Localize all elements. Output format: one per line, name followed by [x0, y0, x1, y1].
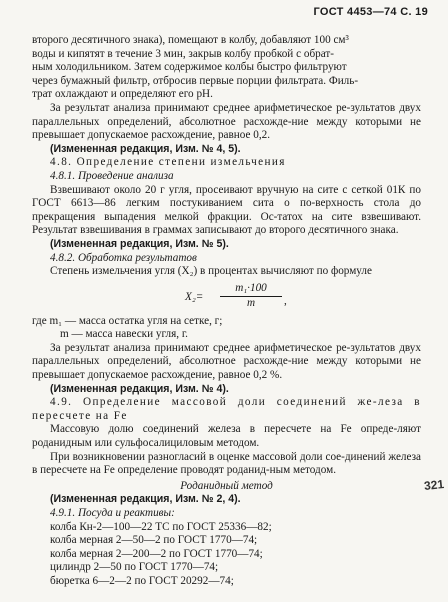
formula-intro: Степень измельчения угля (X₂) в процентах вычисляют по формуле — [50, 265, 372, 278]
edition-note: (Измененная редакция, Изм. № 4, 5). — [50, 142, 241, 155]
formula-comma: , — [284, 294, 287, 307]
formula — [32, 281, 421, 315]
paragraph-line: трат охлаждают и определяют его pH. — [32, 88, 213, 101]
subsection-heading-4-8-1: 4.8.1. Проведение анализа — [50, 169, 174, 182]
method-title: Роданидный метод — [180, 479, 273, 492]
method-paragraph: Массовую долю соединений железа в пересчете на Fe опреде-ляют роданидным или сульфосалициловым методом. — [32, 423, 421, 450]
document-body — [32, 34, 421, 589]
where-clause: m — масса навески угля, г. — [60, 328, 188, 341]
formula-lhs: X₂= — [185, 290, 204, 303]
subsection-heading-4-9-1: 4.9.1. Посуда и реактивы: — [50, 507, 175, 519]
page-stamp: 321 — [423, 476, 445, 494]
where-clause: где m₁ — масса остатка угля на сетке, г; — [32, 314, 223, 327]
result-paragraph: За результат анализа принимают среднее арифметическое ре-зультатов двух параллельных определений, абсолютное расхожде-ние между которыми не превышает допускаемое расхождение, равное 0,2 %. — [32, 341, 421, 382]
paragraph-line: воды и кипятят в течение 3 мин, закрыв колбу пробкой с обрат- — [32, 47, 335, 60]
section-heading-4-8: 4.8. Определение степени измельчения — [50, 156, 286, 169]
section-heading-4-9: 4.9. Определение массовой доли соединений же-леза в пересчете на Fe — [32, 396, 421, 422]
edition-note: (Измененная редакция, Изм. № 4). — [50, 382, 229, 395]
page-header: ГОСТ 4453—74 С. 19 — [313, 6, 428, 18]
result-paragraph: За результат анализа принимают среднее арифметическое ре-зультатов двух параллельных определений, абсолютное расхожде-ние между которыми не превышает допускаемое расхождение, равное 0,2. — [32, 101, 421, 142]
reagent-item: колба Кн-2—100—22 ТС по ГОСТ 25336—82; — [50, 520, 272, 533]
paragraph-line: ным холодильником. Затем содержимое колбы быстро фильтруют — [32, 61, 347, 74]
paragraph-line: через бумажный фильтр, отбросив первые порции фильтрата. Филь- — [32, 74, 359, 87]
formula-fraction — [220, 282, 282, 311]
edition-note: (Измененная редакция, Изм. № 2, 4). — [50, 493, 241, 506]
formula-denominator: m — [246, 297, 256, 310]
reagent-item: колба мерная 2—50—2 по ГОСТ 1770—74; — [50, 534, 258, 547]
edition-note: (Измененная редакция, Изм. № 5). — [50, 237, 229, 250]
formula-numerator: m₁·100 — [220, 282, 282, 298]
dispute-paragraph: При возникновении разногласий в оценке массовой доли сое-динений железа в пересчете на Fe определение проводят роданид-ным методом. — [32, 450, 421, 477]
reagent-item: бюретка 6—2—2 по ГОСТ 20292—74; — [50, 574, 234, 587]
subsection-heading-4-8-2: 4.8.2. Обработка результатов — [50, 251, 197, 264]
reagent-item: колба мерная 2—200—2 по ГОСТ 1770—74; — [50, 547, 263, 560]
reagent-item: цилиндр 2—50 по ГОСТ 1770—74; — [50, 561, 219, 574]
procedure-paragraph: Взвешивают около 20 г угля, просеивают вручную на сите с сеткой 01К по ГОСТ 6613—86 легким постукиванием сита о по-верхность стола до прекращения выпадения мелкой фракции. Ос-татох на сите взвешивают. Результат взвешивания в граммах записывают до второго десятичного знака. — [32, 183, 421, 237]
paragraph-line: второго десятичного знака), помещают в колбу, добавляют 100 см³ — [32, 34, 349, 46]
